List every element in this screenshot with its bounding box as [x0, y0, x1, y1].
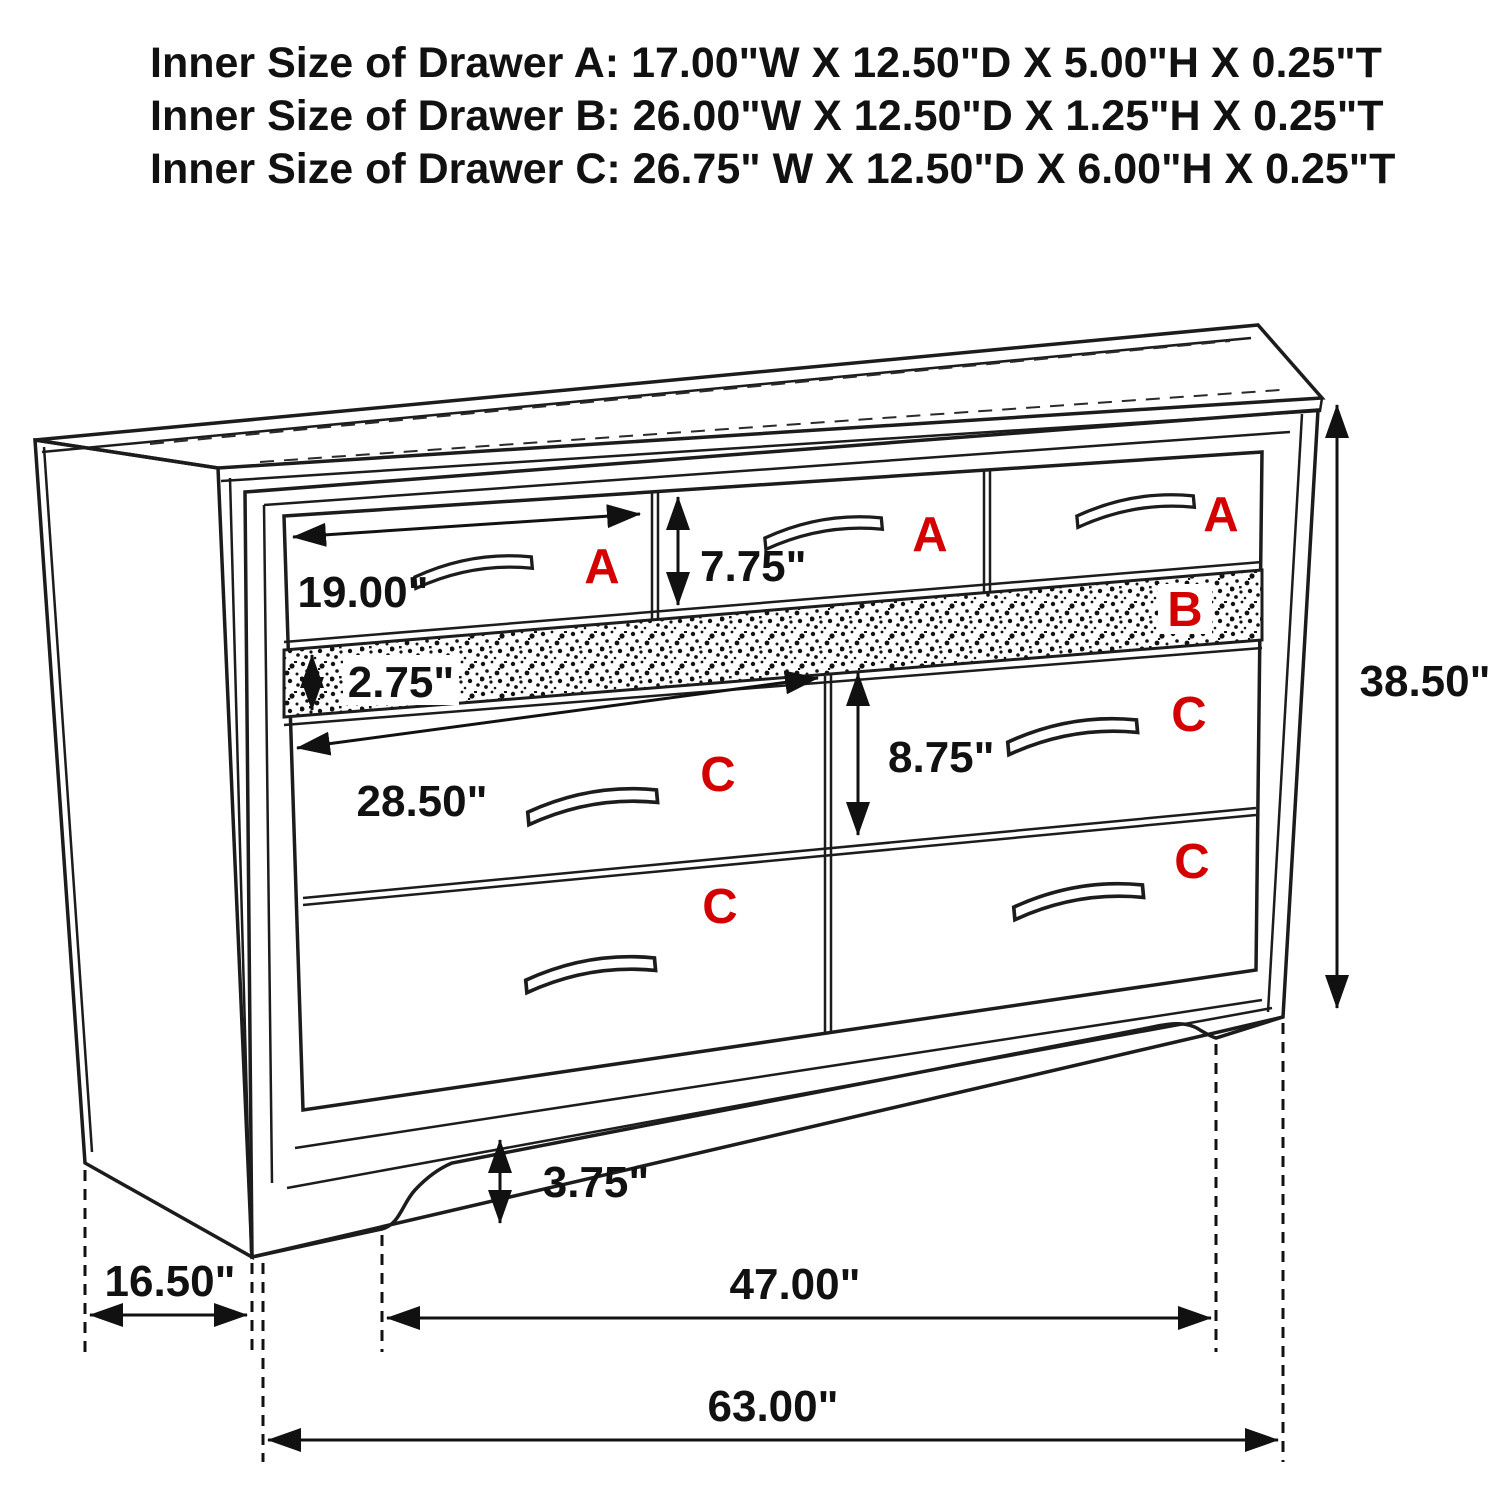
label-drawer-a3: A: [1203, 488, 1239, 542]
dim-overall-width: [268, 1382, 1278, 1440]
dim-label-overall-width: 63.00": [707, 1382, 839, 1431]
handle-c2-right: [1012, 880, 1144, 919]
handle-c2-left: [524, 953, 656, 992]
dim-label-between-feet: 47.00": [729, 1260, 861, 1309]
label-drawer-c1-right: C: [1171, 688, 1207, 742]
label-drawer-a2: A: [912, 508, 948, 562]
dim-foot-clearance: [500, 1140, 649, 1223]
dresser-left-side-panel: [35, 440, 252, 1257]
handle-c1-left: [526, 785, 658, 824]
dim-label-drawer-a-width: 19.00": [297, 568, 429, 617]
dim-between-feet: [387, 1260, 1211, 1318]
header: [150, 39, 1395, 193]
dim-label-side-depth: 16.50": [104, 1257, 236, 1306]
header-line-1: Inner Size of Drawer A: 17.00"W X 12.50"D X 5.00"H X 0.25"T: [150, 39, 1382, 87]
handle-a3: [1076, 492, 1196, 527]
dim-label-overall-height: 38.50": [1359, 657, 1491, 706]
dim-side-depth: [90, 1257, 247, 1315]
label-drawer-c2-right: C: [1174, 835, 1210, 889]
drawer-letter-labels: [584, 488, 1238, 934]
label-drawer-a1: A: [584, 540, 620, 594]
label-trim-b: B: [1167, 583, 1203, 637]
label-drawer-c1-left: C: [700, 748, 736, 802]
dim-overall-height: [1337, 405, 1490, 1008]
handle-c1-right: [1006, 715, 1138, 754]
dim-label-drawer-c-width: 28.50": [356, 777, 488, 826]
label-drawer-c2-left: C: [702, 880, 738, 934]
dim-label-drawer-c-height: 8.75": [888, 733, 995, 782]
dim-drawer-a-height: [678, 497, 807, 605]
header-line-3: Inner Size of Drawer C: 26.75" W X 12.50"D X 6.00"H X 0.25"T: [150, 145, 1396, 193]
dim-label-drawer-a-height: 7.75": [700, 542, 807, 591]
dim-label-foot-clearance: 3.75": [542, 1158, 650, 1207]
dresser-drawing: [35, 325, 1322, 1257]
handle-a1: [414, 553, 534, 588]
dim-label-trim-band-height: 2.75": [347, 658, 455, 707]
dim-drawer-c-height: [858, 673, 995, 835]
header-line-2: Inner Size of Drawer B: 26.00"W X 12.50"D X 1.25"H X 0.25"T: [150, 92, 1384, 140]
